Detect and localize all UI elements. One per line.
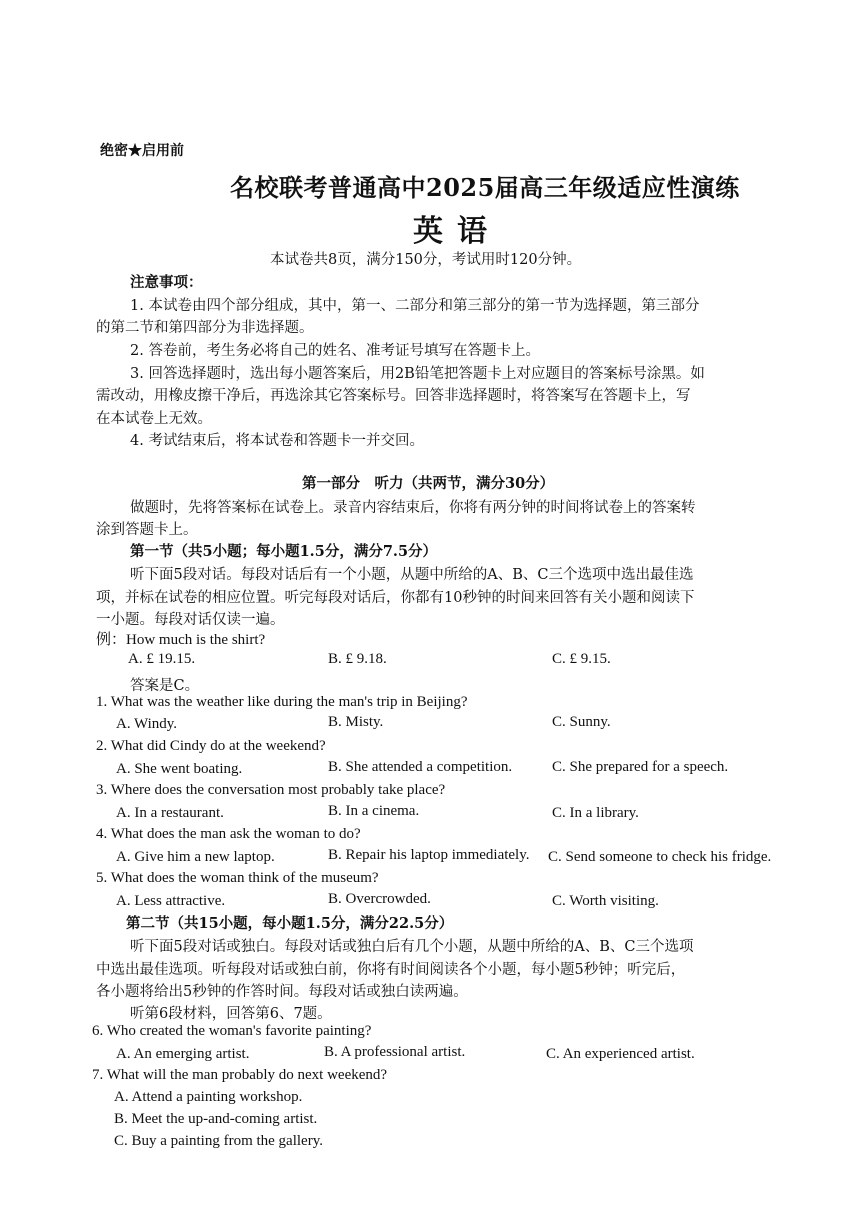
exam-info: 本试卷共8页，满分150分，考试用时120分钟。	[270, 252, 582, 268]
question-4-option-b: B. Repair his laptop immediately.	[328, 847, 530, 863]
question-5-option-a: A. Less attractive.	[116, 893, 226, 909]
material-6-instruction: 听第6段材料，回答第6、7题。	[130, 1006, 332, 1022]
question-1-option-b: B. Misty.	[328, 714, 384, 730]
section2-instr-line-3: 各小题将给出5秒钟的作答时间。每段对话或独白读两遍。	[96, 984, 468, 1000]
question-1-option-a: A. Windy.	[116, 716, 178, 732]
question-4-option-a: A. Give him a new laptop.	[116, 849, 275, 865]
note-2: 2. 答卷前，考生务必将自己的姓名、准考证号填写在答题卡上。	[130, 343, 540, 359]
example-stem: 例：How much is the shirt?	[96, 632, 266, 648]
question-6-option-c: C. An experienced artist.	[546, 1046, 695, 1062]
question-3-stem: 3. Where does the conversation most probably take place?	[96, 782, 446, 798]
question-7-option-a: A. Attend a painting workshop.	[114, 1089, 303, 1105]
part1-intro-line-2: 涂到答题卡上。	[96, 522, 198, 538]
question-2-stem: 2. What did Cindy do at the weekend?	[96, 738, 326, 754]
section1-instr-line-3: 一小题。每段对话仅读一遍。	[96, 612, 285, 628]
section1-instr-line-1: 听下面5段对话。每段对话后有一个小题，从题中所给的A、B、C三个选项中选出最佳选	[130, 567, 694, 583]
section1-instr-line-2: 项，并标在试卷的相应位置。听完每段对话后，你都有10秒钟的时间来回答有关小题和阅读下	[96, 590, 695, 606]
question-1-option-c: C. Sunny.	[552, 714, 611, 730]
example-option-c: C. £ 9.15.	[552, 651, 611, 667]
question-2-option-a: A. She went boating.	[116, 761, 243, 777]
note-1-line-2: 的第二节和第四部分为非选择题。	[96, 320, 314, 336]
section1-heading: 第一节（共5小题；每小题1.5分，满分7.5分）	[130, 543, 438, 560]
subject-title: 英语	[413, 214, 501, 249]
note-3-line-3: 在本试卷上无效。	[96, 411, 212, 427]
section2-instr-line-1: 听下面5段对话或独白。每段对话或独白后有几个小题，从题中所给的A、B、C三个选项	[130, 939, 694, 955]
question-6-stem: 6. Who created the woman's favorite painting?	[92, 1023, 372, 1039]
example-option-b: B. £ 9.18.	[328, 651, 387, 667]
notes-heading: 注意事项：	[130, 274, 203, 291]
question-5-option-c: C. Worth visiting.	[552, 893, 659, 909]
section2-heading: 第二节（共15小题，每小题1.5分，满分22.5分）	[126, 915, 454, 932]
section2-instr-line-2: 中选出最佳选项。听每段对话或独白前，你将有时间阅读各个小题，每小题5秒钟；听完后，	[96, 962, 686, 978]
question-7-stem: 7. What will the man probably do next weekend?	[92, 1067, 388, 1083]
part1-intro-line-1: 做题时，先将答案标在试卷上。录音内容结束后，你将有两分钟的时间将试卷上的答案转	[130, 500, 696, 516]
question-1-stem: 1. What was the weather like during the man's trip in Beijing?	[96, 694, 468, 710]
example-option-a: A. £ 19.15.	[128, 651, 196, 667]
question-5-stem: 5. What does the woman think of the museum?	[96, 870, 379, 886]
part1-heading: 第一部分 听力（共两节，满分30分）	[302, 475, 555, 492]
question-3-option-a: A. In a restaurant.	[116, 805, 224, 821]
confidential-mark: 绝密★启用前	[100, 143, 184, 159]
question-2-option-b: B. She attended a competition.	[328, 759, 513, 775]
question-3-option-b: B. In a cinema.	[328, 803, 420, 819]
question-5-option-b: B. Overcrowded.	[328, 891, 431, 907]
note-3-line-2: 需改动，用橡皮擦干净后，再选涂其它答案标号。回答非选择题时，将答案写在答题卡上，写	[96, 388, 691, 404]
question-7-option-c: C. Buy a painting from the gallery.	[114, 1133, 323, 1149]
question-3-option-c: C. In a library.	[552, 805, 639, 821]
example-answer: 答案是C。	[130, 678, 200, 694]
note-3-line-1: 3. 回答选择题时，选出每小题答案后，用2B铅笔把答题卡上对应题目的答案标号涂黑。如	[130, 366, 705, 382]
question-6-option-b: B. A professional artist.	[324, 1044, 466, 1060]
question-7-option-b: B. Meet the up-and-coming artist.	[114, 1111, 318, 1127]
exam-title: 名校联考普通高中2025届高三年级适应性演练	[230, 173, 740, 202]
question-6-option-a: A. An emerging artist.	[116, 1046, 250, 1062]
question-4-stem: 4. What does the man ask the woman to do?	[96, 826, 361, 842]
question-4-option-c: C. Send someone to check his fridge.	[548, 849, 772, 865]
question-2-option-c: C. She prepared for a speech.	[552, 759, 729, 775]
note-1-line-1: 1. 本试卷由四个部分组成，其中，第一、二部分和第三部分的第一节为选择题，第三部分	[130, 298, 700, 314]
note-4: 4. 考试结束后，将本试卷和答题卡一并交回。	[130, 433, 424, 449]
